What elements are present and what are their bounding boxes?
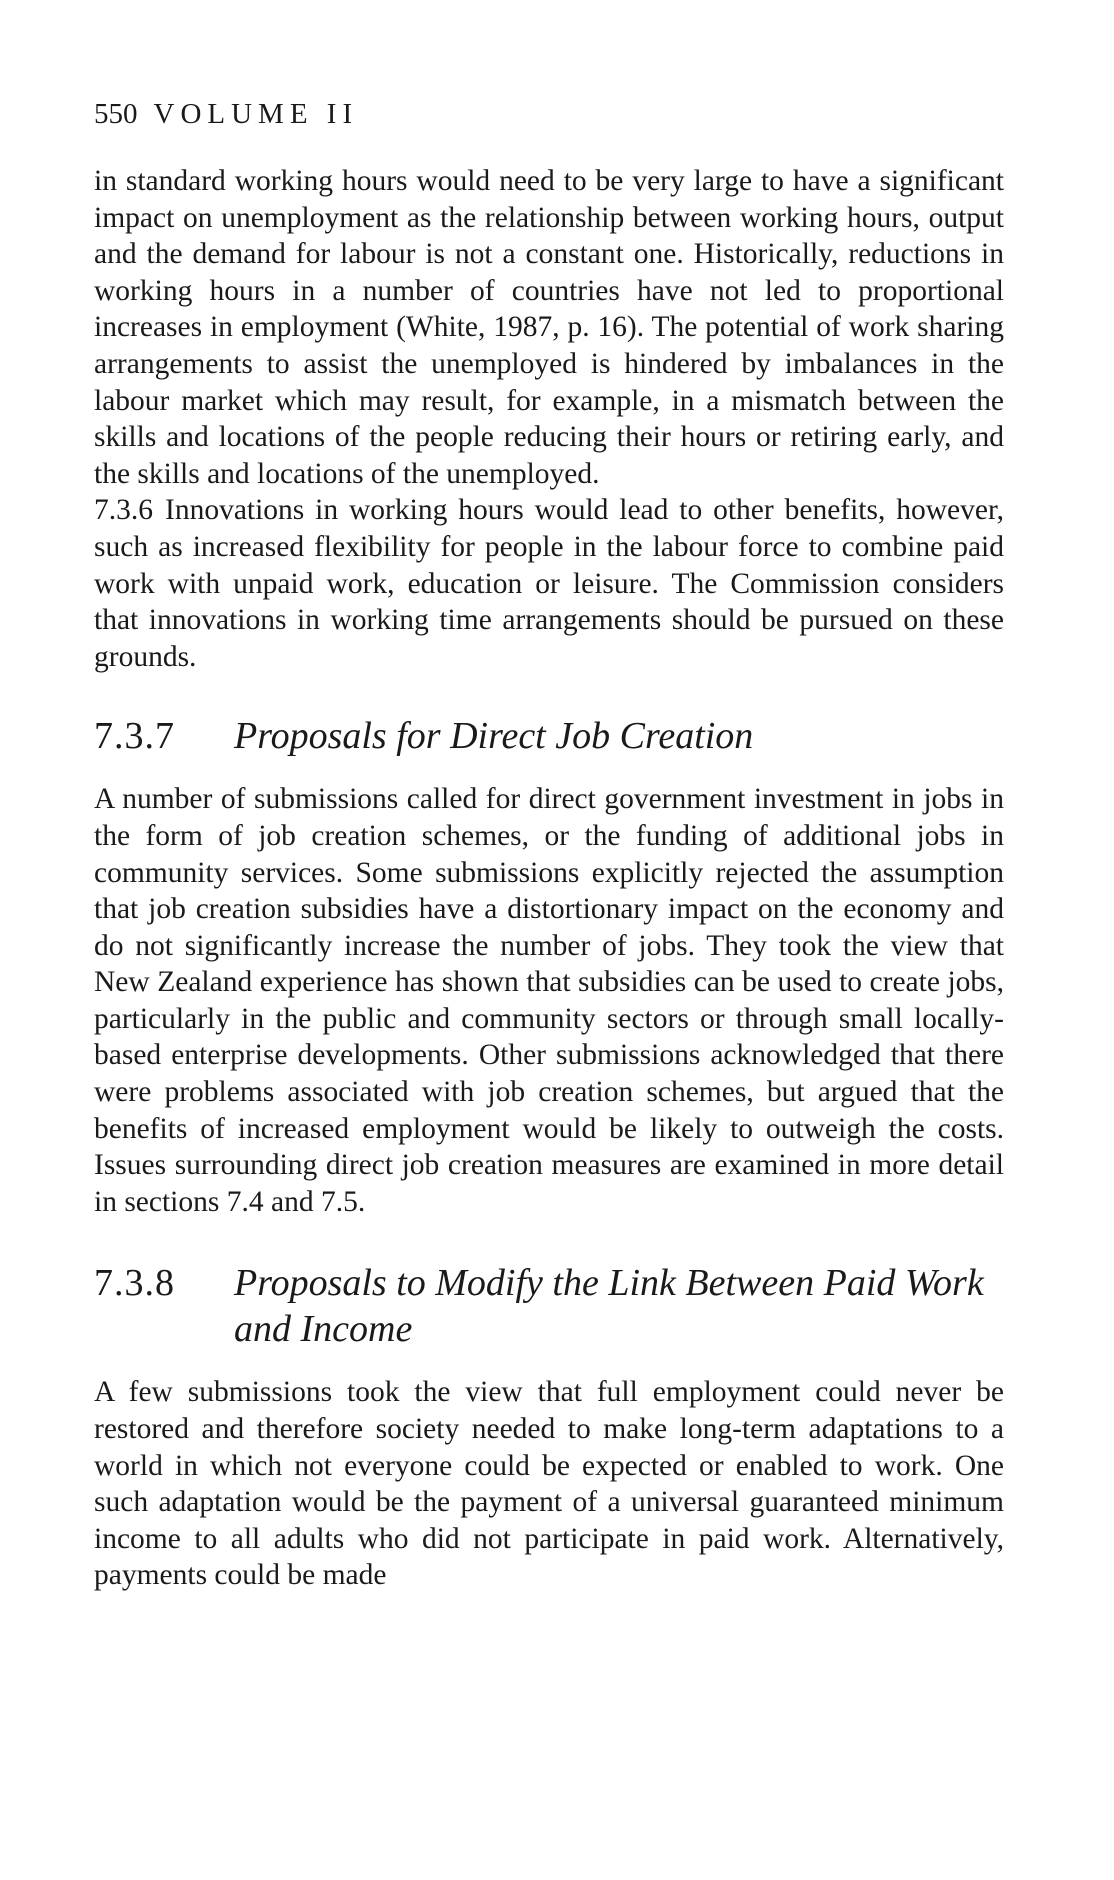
- page-number: 550: [94, 98, 138, 130]
- running-header: [94, 100, 1004, 129]
- paragraph-text: Innovations in working hours would lead to other benefits, however, such as increased flexibility for people in the labour force to combine paid work with unpaid work, education or leisure. The Commission considers that innovations in working time arrangements should be pursued on these grounds.: [94, 494, 1004, 673]
- section-number: 7.3.7: [94, 715, 175, 758]
- section-heading-7-3-7: [94, 713, 1004, 759]
- paragraph-direct-job-creation: A number of submissions called for direct government investment in jobs in the form of job creation schemes, or the funding of additional jobs in community services. Some submissions explicitly rejected the assumption that job creation subsidies have a distortionary impact on the economy and do not significantly increase the number of jobs. They took the view that New Zealand experience has shown that subsidies can be used to create jobs, particularly in the public and community sectors or through small locally-based enterprise developments. Other submissions acknowledged that there were problems associated with job creation schemes, but argued that the benefits of increased employment would be likely to outweigh the costs. Issues surrounding direct job creation measures are examined in more detail in sections 7.4 and 7.5.: [94, 783, 1004, 1218]
- document-page: [94, 100, 1004, 1594]
- volume-label: VOLUME II: [153, 98, 359, 130]
- section-number: 7.3.8: [94, 1262, 175, 1305]
- paragraph-number: 7.3.6: [94, 494, 153, 527]
- paragraph-7-3-6: [94, 492, 1004, 675]
- section-heading-7-3-8: [94, 1260, 1004, 1352]
- paragraph-work-sharing: in standard working hours would need to be very large to have a significant impact on unemployment as the relationship between working hours, output and the demand for labour is not a constant one. Historically, reductions in working hours in a number of countries have not led to proportional increases in employment (White, 1987, p. 16). The potential of work sharing arrangements to assist the unemployed is hindered by imbalances in the labour market which may result, for example, in a mismatch between the skills and locations of the people reducing their hours or retiring early, and the skills and locations of the unemployed.: [94, 165, 1004, 490]
- paragraph-paid-work-income: A few submissions took the view that full employment could never be restored and therefore society needed to make long-term adaptations to a world in which not everyone could be expected or enabled to work. One such adaptation would be the payment of a universal guaranteed minimum income to all adults who did not participate in paid work. Alternatively, payments could be made: [94, 1376, 1004, 1592]
- section-title: Proposals for Direct Job Creation: [234, 715, 754, 758]
- section-title: Proposals to Modify the Link Between Paid Work and Income: [234, 1262, 984, 1351]
